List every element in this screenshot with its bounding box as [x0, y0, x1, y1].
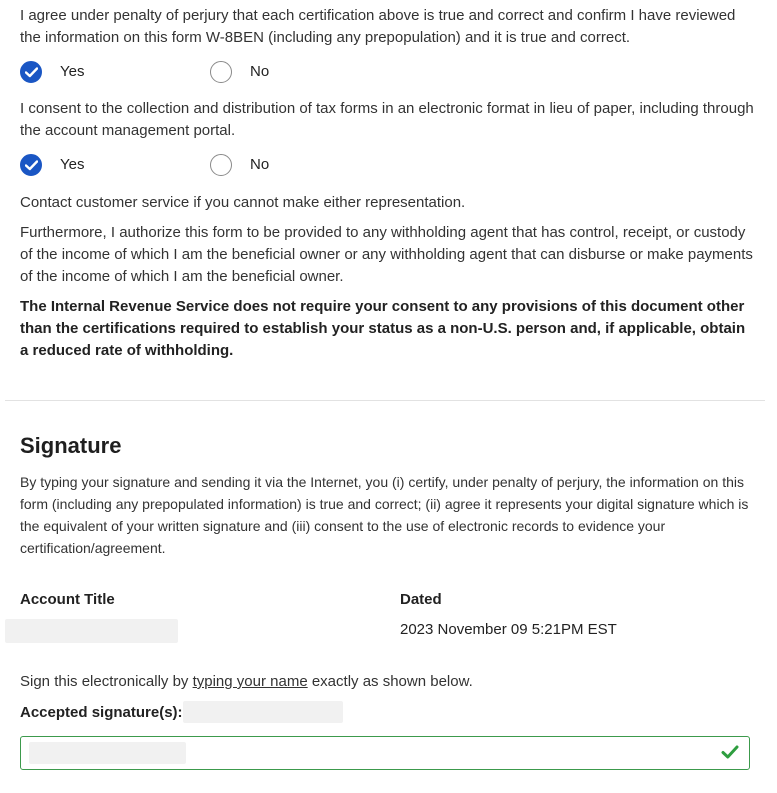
perjury-yes-label[interactable]: Yes [60, 63, 85, 80]
checkmark-icon [25, 67, 38, 78]
section-divider [5, 400, 765, 401]
dated-label: Dated [400, 591, 442, 608]
consent-no-label[interactable]: No [250, 156, 270, 173]
consent-yes-radio[interactable] [20, 154, 42, 176]
signature-input-value-redacted [29, 742, 186, 764]
perjury-no-radio[interactable] [210, 61, 232, 83]
accepted-signatures-label: Accepted signature(s): [20, 704, 183, 721]
contact-service-text: Contact customer service if you cannot make either representation. [20, 194, 466, 211]
consent-text: I consent to the collection and distribution of tax forms in an electronic format in lieu of paper, including through the account management portal. [20, 100, 754, 139]
perjury-certification-text: I agree under penalty of perjury that each certification above is true and correct and confirm I have reviewed the information on this form W-8BEN (including any prepopulation) and it is true and correct. [20, 7, 736, 46]
signing-instruction [20, 672, 473, 692]
authorization-text: Furthermore, I authorize this form to be provided to any withholding agent that has control, receipt, or custody of the income of which I am the beneficial owner or any withholding agent that can disburse or make payments of the income of which I am the beneficial owner. [20, 224, 753, 285]
signature-input[interactable] [20, 736, 750, 770]
dated-value: 2023 November 09 5:21PM EST [400, 621, 617, 638]
irs-notice-text: The Internal Revenue Service does not require your consent to any provisions of this document other than the certifications required to establish your status as a non-U.S. person and, if applicable, obtain a reduced rate of withholding. [20, 298, 746, 359]
account-title-value-redacted [5, 619, 178, 643]
signature-heading: Signature [20, 433, 122, 458]
perjury-no-label[interactable]: No [250, 63, 270, 80]
perjury-choice-group [20, 61, 420, 85]
valid-check-icon [721, 744, 739, 760]
typing-your-name-link[interactable]: typing your name [192, 673, 308, 690]
perjury-yes-radio[interactable] [20, 61, 42, 83]
signature-description: By typing your signature and sending it via the Internet, you (i) certify, under penalty of perjury, the information on this form (including any prepopulated information) is true and correct; (ii) agree it represents your digital signature which is the equivalent of your written signature and (iii) consent to the use of electronic records to evidence your certification/agreement. [20, 474, 749, 556]
consent-choice-group [20, 154, 420, 178]
checkmark-icon [25, 160, 38, 171]
consent-yes-label[interactable]: Yes [60, 156, 85, 173]
account-title-label: Account Title [20, 591, 115, 608]
accepted-signature-value-redacted [183, 701, 343, 723]
instruction-prefix: Sign this electronically by [20, 673, 193, 690]
instruction-suffix: exactly as shown below. [307, 673, 473, 690]
consent-no-radio[interactable] [210, 154, 232, 176]
